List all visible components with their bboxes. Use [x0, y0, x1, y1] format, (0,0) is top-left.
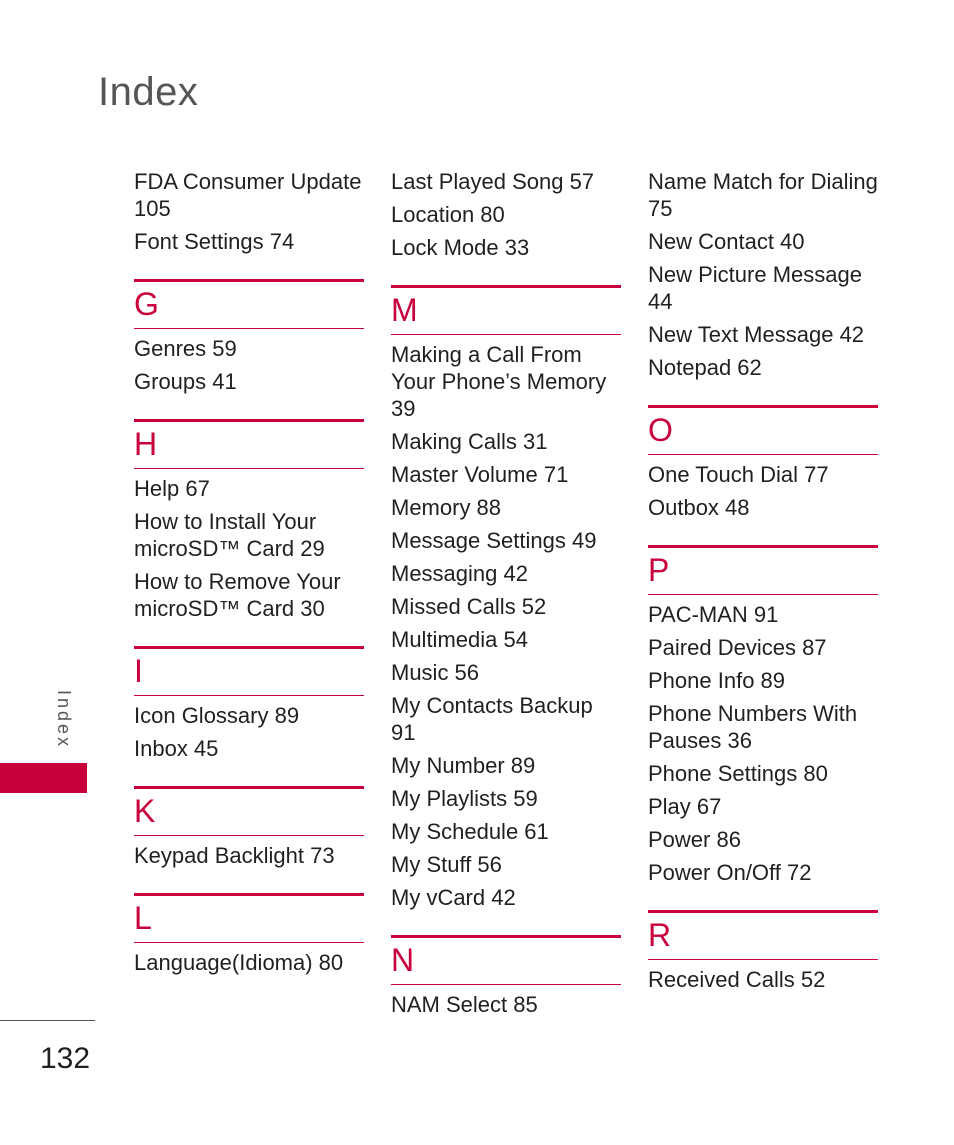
index-entry: Inbox 45 [134, 736, 219, 761]
index-entry: Outbox 48 [648, 495, 750, 520]
index-entry: New Text Message 42 [648, 322, 865, 347]
footer-rule [0, 1020, 95, 1021]
index-column-1 [134, 168, 364, 982]
index-entry: How to Install Your microSD™ Card 29 [134, 509, 325, 561]
index-entry: Message Settings 49 [391, 528, 597, 553]
index-entry: My Stuff 56 [391, 852, 502, 877]
index-entry: Genres 59 [134, 336, 237, 361]
index-entry: Icon Glossary 89 [134, 703, 300, 728]
index-entry: Phone Numbers With Pauses 36 [648, 701, 858, 753]
section-heading-r: R [648, 910, 878, 960]
index-entry: Font Settings 74 [134, 229, 295, 254]
section-heading-h: H [134, 419, 364, 469]
index-entry: My Schedule 61 [391, 819, 549, 844]
index-entry: Groups 41 [134, 369, 237, 394]
index-entry: Notepad 62 [648, 355, 762, 380]
index-entry: Power 86 [648, 827, 741, 852]
side-tab-label: Index [54, 690, 74, 750]
index-entry: NAM Select 85 [391, 992, 538, 1017]
index-entry: Power On/Off 72 [648, 860, 812, 885]
index-entry: Master Volume 71 [391, 462, 569, 487]
index-entry: My vCard 42 [391, 885, 516, 910]
index-entry: Music 56 [391, 660, 480, 685]
index-entry: My Playlists 59 [391, 786, 538, 811]
index-entry: Received Calls 52 [648, 967, 826, 992]
index-entry: My Contacts Backup 91 [391, 693, 593, 745]
index-entry: Help 67 [134, 476, 210, 501]
side-tab-marker [0, 763, 87, 793]
index-entry: Keypad Backlight 73 [134, 843, 335, 868]
index-column-3 [648, 168, 878, 999]
index-entry: Messaging 42 [391, 561, 528, 586]
index-entry: Memory 88 [391, 495, 502, 520]
page-number: 132 [40, 1042, 91, 1075]
section-heading-p: P [648, 545, 878, 595]
index-column-2 [391, 168, 621, 1024]
index-entry: Phone Info 89 [648, 668, 786, 693]
section-heading-l: L [134, 893, 364, 943]
index-entry: How to Remove Your microSD™ Card 30 [134, 569, 341, 621]
index-entry: Location 80 [391, 202, 505, 227]
section-heading-n: N [391, 935, 621, 985]
page-title: Index [98, 70, 199, 114]
index-entry: New Contact 40 [648, 229, 805, 254]
index-entry: Last Played Song 57 [391, 169, 595, 194]
index-entry: Multimedia 54 [391, 627, 528, 652]
index-entry: Language(Idioma) 80 [134, 950, 344, 975]
index-entry: PAC-MAN 91 [648, 602, 779, 627]
index-entry: Phone Settings 80 [648, 761, 828, 786]
index-entry: Name Match for Dialing 75 [648, 169, 878, 221]
index-entry: My Number 89 [391, 753, 536, 778]
index-entry: New Picture Message 44 [648, 262, 862, 314]
index-entry: One Touch Dial 77 [648, 462, 829, 487]
section-heading-k: K [134, 786, 364, 836]
index-entry: Play 67 [648, 794, 722, 819]
section-heading-g: G [134, 279, 364, 329]
index-entry: Paired Devices 87 [648, 635, 827, 660]
section-heading-i: I [134, 646, 364, 696]
section-heading-o: O [648, 405, 878, 455]
index-entry: Making a Call From Your Phone’s Memory 39 [391, 342, 607, 421]
index-entry: Lock Mode 33 [391, 235, 530, 260]
section-heading-m: M [391, 285, 621, 335]
index-entry: FDA Consumer Update 105 [134, 169, 362, 221]
index-entry: Making Calls 31 [391, 429, 548, 454]
index-entry: Missed Calls 52 [391, 594, 547, 619]
